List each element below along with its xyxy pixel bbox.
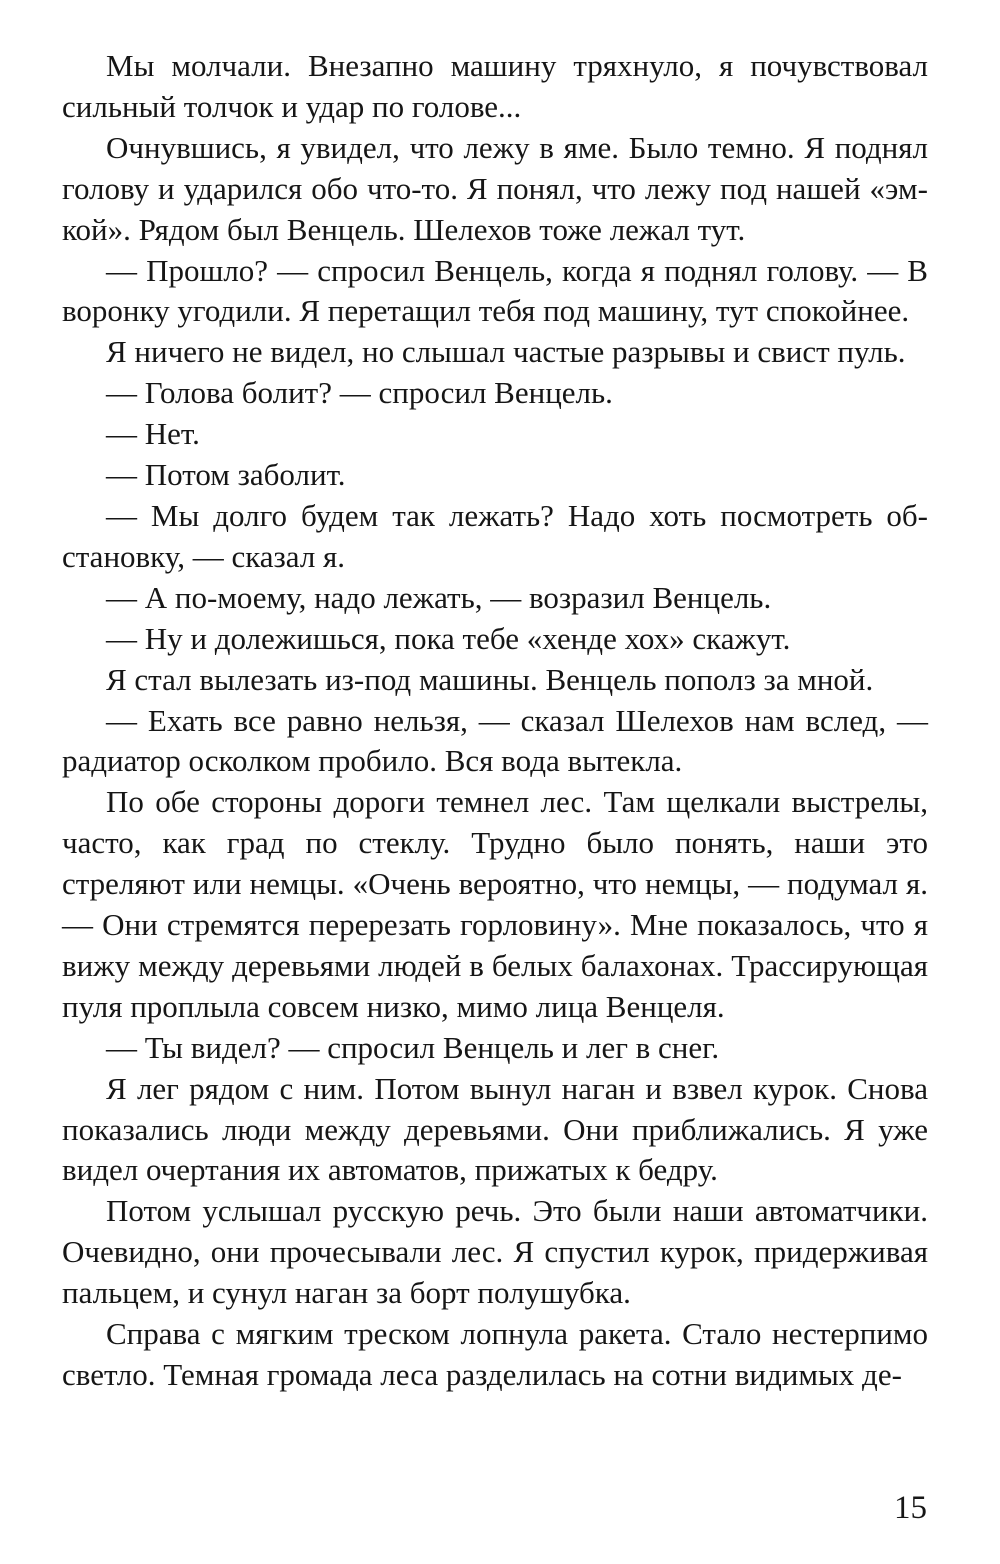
paragraph: Мы молчали. Внезапно машину тряхнуло, я почувствовал сильный толчок и удар по голове... <box>62 48 928 124</box>
paragraph: — Прошло? — спросил Венцель, когда я поднял голову. — В воронку угодили. Я перетащил тебя под машину, тут спокойнее. <box>62 252 928 329</box>
paragraph: — Потом заболит. <box>106 457 346 493</box>
paragraph: — Ну и долежишься, пока тебе «хенде хох» скажут. <box>106 620 791 656</box>
paragraph: Я ничего не видел, но слышал частые разрывы и свист пуль. <box>106 334 906 370</box>
paragraph: — Мы долго будем так лежать? Надо хоть посмотреть обстановку, — сказал я. <box>62 497 928 574</box>
body-text <box>62 46 928 1396</box>
paragraph: — А по-моему, надо лежать, — возразил Венцель. <box>106 579 772 615</box>
paragraph: Потом услышал русскую речь. Это были наши автоматчики. Очевидно, они прочесывали лес. Я спустил курок, придерживая пальцем, и сунул наган за борт полушубка. <box>62 1193 928 1311</box>
paragraph: Я стал вылезать из-под машины. Венцель пополз за мной. <box>106 661 874 697</box>
paragraph: Справа с мягким треском лопнула ракета. Стало нестерпимо светло. Темная громада леса разделилась на сотни видимых де- <box>62 1316 928 1392</box>
page-number: 15 <box>894 1490 927 1526</box>
paragraph: Очнувшись, я увидел, что лежу в яме. Было темно. Я поднял голову и ударился обо что-то. Я понял, что лежу под нашей «эмкой». Рядом был Венцель. Шелехов тоже лежал тут. <box>62 129 928 247</box>
paragraph: — Голова болит? — спросил Венцель. <box>106 375 613 411</box>
paragraph: По обе стороны дороги темнел лес. Там щелкали выстрелы, часто, как град по стеклу. Трудно было понять, наши это стреляют или немцы. «Очень вероятно, что немцы, — подумал я. — Они стремятся перерезать горловину». Мне показалось, что я вижу между деревьями людей в белых балахонах. Трассирующая пуля проплыла совсем низко, мимо лица Венцеля. <box>62 784 928 1024</box>
paragraph: — Нет. <box>106 416 200 452</box>
paragraph: Я лег рядом с ним. Потом вынул наган и взвел курок. Снова показались люди между деревьями. Они приближались. Я уже видел очертания их автоматов, прижатых к бедру. <box>62 1070 928 1188</box>
paragraph: — Ты видел? — спросил Венцель и лег в снег. <box>106 1029 720 1065</box>
paragraph: — Ехать все равно нельзя, — сказал Шелехов нам вслед, — радиатор осколком пробило. Вся вода вытекла. <box>62 702 928 779</box>
